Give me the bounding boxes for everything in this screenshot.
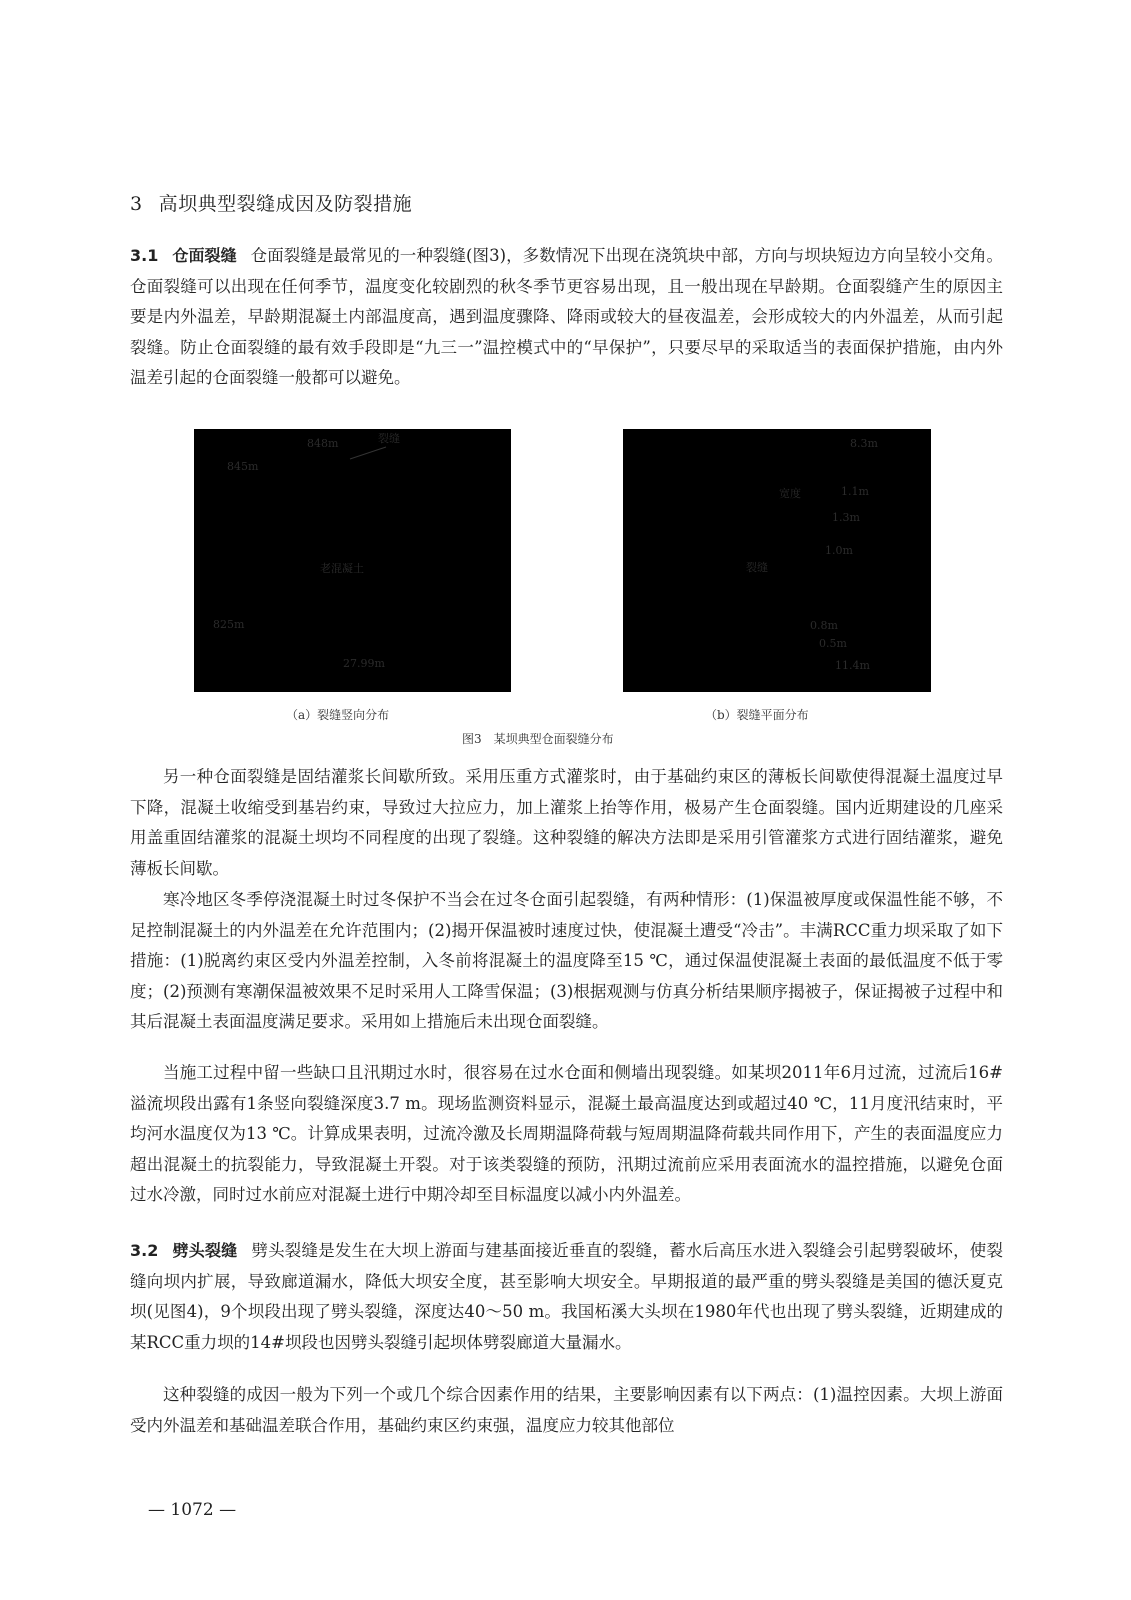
section-number: 3 — [130, 193, 143, 215]
subsection-name: 仓面裂缝 — [172, 246, 237, 265]
label-0-8m: 0.8m — [810, 619, 838, 632]
figure-3-caption: 图3 某坝典型仓面裂缝分布 — [462, 732, 614, 746]
figure-3a-image — [194, 429, 511, 692]
subsection-3-1-paragraph — [130, 241, 1003, 394]
subsection-3-2-paragraph — [130, 1236, 1003, 1358]
label-11-4m: 11.4m — [835, 659, 870, 672]
label-0-5m: 0.5m — [819, 637, 847, 650]
label-1-1m: 1.1m — [841, 485, 869, 498]
label-elev-848: 848m — [307, 437, 339, 450]
label-elev-845: 845m — [227, 460, 259, 473]
label-crack: 裂缝 — [746, 561, 768, 574]
page-number: — 1072 — — [148, 1500, 237, 1520]
label-width: 宽度 — [779, 487, 801, 500]
paragraph-flood-overflow: 当施工过程中留一些缺口且汛期过水时，很容易在过水仓面和侧墙出现裂缝。如某坝2011年6月过流，过流后16#溢流坝段出露有1条竖向裂缝深度3.7 m。现场监测资料显示，混凝土最高温度达到或超过40 ℃，11月度汛结束时，平均河水温度仅为13 ℃。计算成果表明，过流冷激及长周期温降荷载与短周期温降荷载共同作用下，产生的表面温度应力超出混凝土的抗裂能力，导致混凝土开裂。对于该类裂缝的预防，汛期过流前应采用表面流水的温控措施，以避免仓面过水冷激，同时过水前应对混凝土进行中期冷却至目标温度以减小内外温差。 — [130, 1063, 1003, 1204]
label-old-concrete: 老混凝土 — [320, 562, 364, 575]
label-1-0m: 1.0m — [825, 544, 853, 557]
subsection-3-2-text: 劈头裂缝是发生在大坝上游面与建基面接近垂直的裂缝，蓄水后高压水进入裂缝会引起劈裂破坏，使裂缝向坝内扩展，导致廊道漏水，降低大坝安全度，甚至影响大坝安全。早期报道的最严重的劈头裂缝是美国的德沃夏克坝(见图4)，9个坝段出现了劈头裂缝，深度达40～50 m。我国柘溪大头坝在1980年代也出现了劈头裂缝，近期建成的某RCC重力坝的14#坝段也因劈头裂缝引起坝体劈裂廊道大量漏水。 — [130, 1241, 1003, 1352]
label-length-27-99: 27.99m — [343, 657, 385, 670]
label-elev-825: 825m — [213, 618, 245, 631]
figure-3a-caption: （a）裂缝竖向分布 — [286, 708, 390, 722]
subsection-3-1-text: 仓面裂缝是最常见的一种裂缝(图3)，多数情况下出现在浇筑块中部，方向与坝块短边方向呈较小交角。仓面裂缝可以出现在任何季节，温度变化较剧烈的秋冬季节更容易出现，且一般出现在早龄期。仓面裂缝产生的原因主要是内外温差，早龄期混凝土内部温度高，遇到温度骤降、降雨或较大的昼夜温差，会形成较大的内外温差，从而引起裂缝。防止仓面裂缝的最有效手段即是“九三一”温控模式中的“早保护”，只要尽早的采取适当的表面保护措施，由内外温差引起的仓面裂缝一般都可以避免。 — [130, 246, 1003, 387]
subsection-number: 3.1 — [130, 246, 159, 265]
section-heading — [130, 189, 412, 216]
subsection-name: 劈头裂缝 — [172, 1241, 238, 1260]
figure-3b-caption: （b）裂缝平面分布 — [705, 708, 809, 722]
paragraph-winter-protection: 寒冷地区冬季停浇混凝土时过冬保护不当会在过冬仓面引起裂缝，有两种情形：(1)保温被厚度或保温性能不够，不足控制混凝土的内外温差在允许范围内；(2)揭开保温被时速度过快，使混凝土遭受“冷击”。丰满RCC重力坝采取了如下措施：(1)脱离约束区受内外温差控制，入冬前将混凝土的温度降至15 ℃，通过保温使混凝土表面的最低温度不低于零度；(2)预测有寒潮保温被效果不足时采用人工降雪保温；(3)根据观测与仿真分析结果顺序揭被子，保证揭被子过程中和其后混凝土表面温度满足要求。采用如上措施后未出现仓面裂缝。 — [130, 890, 1003, 1031]
paragraph-grouting: 另一种仓面裂缝是固结灌浆长间歇所致。采用压重方式灌浆时，由于基础约束区的薄板长间歇使得混凝土温度过早下降，混凝土收缩受到基岩约束，导致过大拉应力，加上灌浆上抬等作用，极易产生仓面裂缝。国内近期建设的几座采用盖重固结灌浆的混凝土坝均不同程度的出现了裂缝。这种裂缝的解决方法即是采用引管灌浆方式进行固结灌浆，避免薄板长间歇。 — [130, 767, 1003, 878]
subsection-3-1-heading — [130, 246, 251, 265]
section-title: 高坝典型裂缝成因及防裂措施 — [158, 193, 413, 215]
subsection-3-2-heading — [130, 1241, 251, 1260]
subsection-number: 3.2 — [130, 1241, 159, 1260]
label-1-3m: 1.3m — [832, 511, 860, 524]
label-8-3m: 8.3m — [850, 437, 878, 450]
label-crack: 裂缝 — [378, 432, 400, 445]
paragraph-causes: 这种裂缝的成因一般为下列一个或几个综合因素作用的结果，主要影响因素有以下两点：(1)温控因素。大坝上游面受内外温差和基础温差联合作用，基础约束区约束强，温度应力较其他部位 — [130, 1385, 1003, 1435]
figure-3b-image — [623, 429, 931, 692]
